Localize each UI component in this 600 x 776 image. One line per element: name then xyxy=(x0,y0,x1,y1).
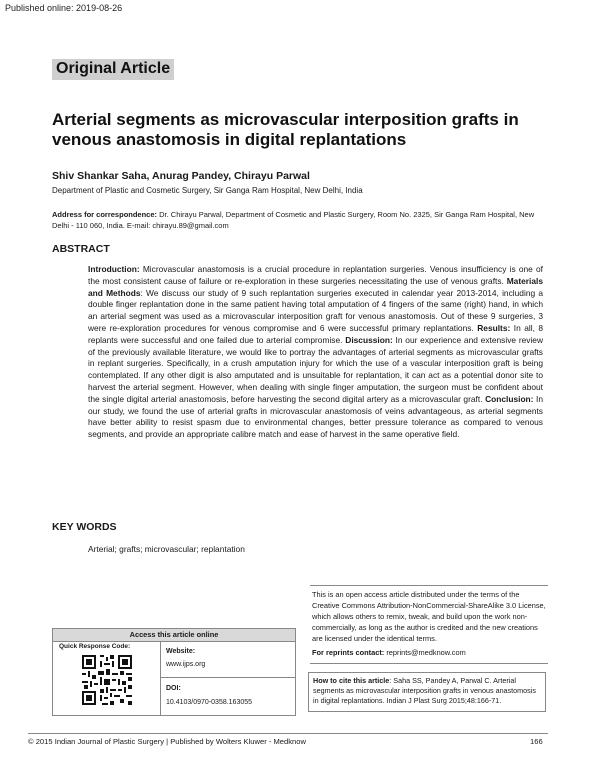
doi-label: DOI: xyxy=(166,685,181,692)
keywords-heading: KEY WORDS xyxy=(52,521,117,533)
divider xyxy=(310,585,548,586)
citation-box xyxy=(308,672,546,712)
divider xyxy=(160,641,161,716)
cite-text: : Saha SS, Pandey A, Parwal C. Arterial segments as microvascular interposition grafts in venous anastomosis in digital replantations. Indian J Plast Surg 2015;48:166-71. xyxy=(313,676,536,705)
divider xyxy=(310,663,548,664)
conclusion-text: In our study, we found the use of arterial grafts in microvascular anastomosis of veins advantageous, as arterial segments have better ability to resist spasm due to environmental changes, better pressure tolerance as compared to venous segments, and provide an appropriate calibre match and ease of harvest in the same operative field. xyxy=(88,393,544,440)
abstract-body xyxy=(88,264,543,441)
methods-label: Materials and Methods xyxy=(88,275,543,298)
page-number: 166 xyxy=(530,737,543,746)
open-access-note: This is an open access article distributed under the terms of the Creative Commons Attribution-NonCommercial-ShareAlike 3.0 License, which allows others to remix, tweak, and build upon the work non-commercially, as long as the author is credited and the new creations are licensed under the identical terms. xyxy=(312,590,546,643)
reprints-label: For reprints contact: xyxy=(312,648,385,657)
access-box-header: Access this article online xyxy=(53,629,295,642)
correspondence xyxy=(52,209,552,231)
article-title: Arterial segments as microvascular interposition grafts in venous anastomosis in digital replantations xyxy=(52,110,519,149)
cite-label: How to cite this article xyxy=(313,676,390,685)
correspondence-label: Address for correspondence: xyxy=(52,210,158,219)
abstract-heading: ABSTRACT xyxy=(52,243,110,255)
methods-text: : We discuss our study of 9 such replantation surgeries executed in calendar year 2013-2014, including a double finger replantation done in the same patient having total amputation of 4 fingers of the same (right) hand, in which an arterial segment was used as a microvascular interposition graft for venous anastomosis. Out of these 9 surgeries, 3 were re-exploration procedures for venous compromise and 6 were successful primary replantations. xyxy=(88,287,543,333)
intro-text: Microvascular anastomosis is a crucial procedure in replantation surgeries. Venous insufficiency is one of the most consistent cause of failure or re-exploration in these surgeries necessitating the use of venous grafts. xyxy=(88,264,543,286)
discussion-label: Discussion: xyxy=(345,334,393,345)
results-text: In all, 8 replants were successful and one failed due to arterial compromise. xyxy=(88,322,544,345)
affiliation: Department of Plastic and Cosmetic Surgery, Sir Ganga Ram Hospital, New Delhi, India xyxy=(52,186,363,195)
website-link[interactable]: www.ijps.org xyxy=(166,661,206,668)
discussion-text: In our experience and extensive review of the previously available literature, we would like to portray the advantages of arterial segments as microvascular grafts in replant surgeries. Specifically, in a crush amputation injury for which the use of a vascular interposition graft is being contemplated. If any other digit is also amputated and is unsuitable for replantation, it can act as a potential donor site to harvest the arterial segment. However, when dealing with single finger amputation, the surgeon must be confident about the single digital arterial anastomosis, before harvesting the second digital artery as a microvascular graft. xyxy=(88,334,544,404)
keywords-list: Arterial; grafts; microvascular; replantation xyxy=(88,544,245,554)
correspondence-text: Dr. Chirayu Parwal, Department of Cosmetic and Plastic Surgery, Room No. 2325, Sir Ganga Ram Hospital, New Delhi - 110 060, India. E-mail: chirayu.89@gmail.com xyxy=(52,210,535,230)
intro-label: Introduction: xyxy=(88,264,140,274)
doi-value[interactable]: 10.4103/0970-0358.163055 xyxy=(166,699,253,706)
reprints-email: reprints@medknow.com xyxy=(386,648,466,657)
published-date: Published online: 2019-08-26 xyxy=(5,3,123,13)
divider xyxy=(160,677,295,678)
conclusion-label: Conclusion: xyxy=(485,393,534,404)
qr-code-icon xyxy=(80,653,134,707)
access-online-box xyxy=(52,628,296,716)
section-tag: Original Article xyxy=(52,59,174,80)
website-label: Website: xyxy=(166,648,196,655)
qr-label: Quick Response Code: xyxy=(59,643,131,650)
footer-copyright: © 2015 Indian Journal of Plastic Surgery | Published by Wolters Kluwer - Medknow xyxy=(28,737,306,746)
divider xyxy=(28,733,548,734)
reprints-contact xyxy=(312,648,466,657)
authors: Shiv Shankar Saha, Anurag Pandey, Chirayu Parwal xyxy=(52,170,310,182)
results-label: Results: xyxy=(477,322,511,333)
